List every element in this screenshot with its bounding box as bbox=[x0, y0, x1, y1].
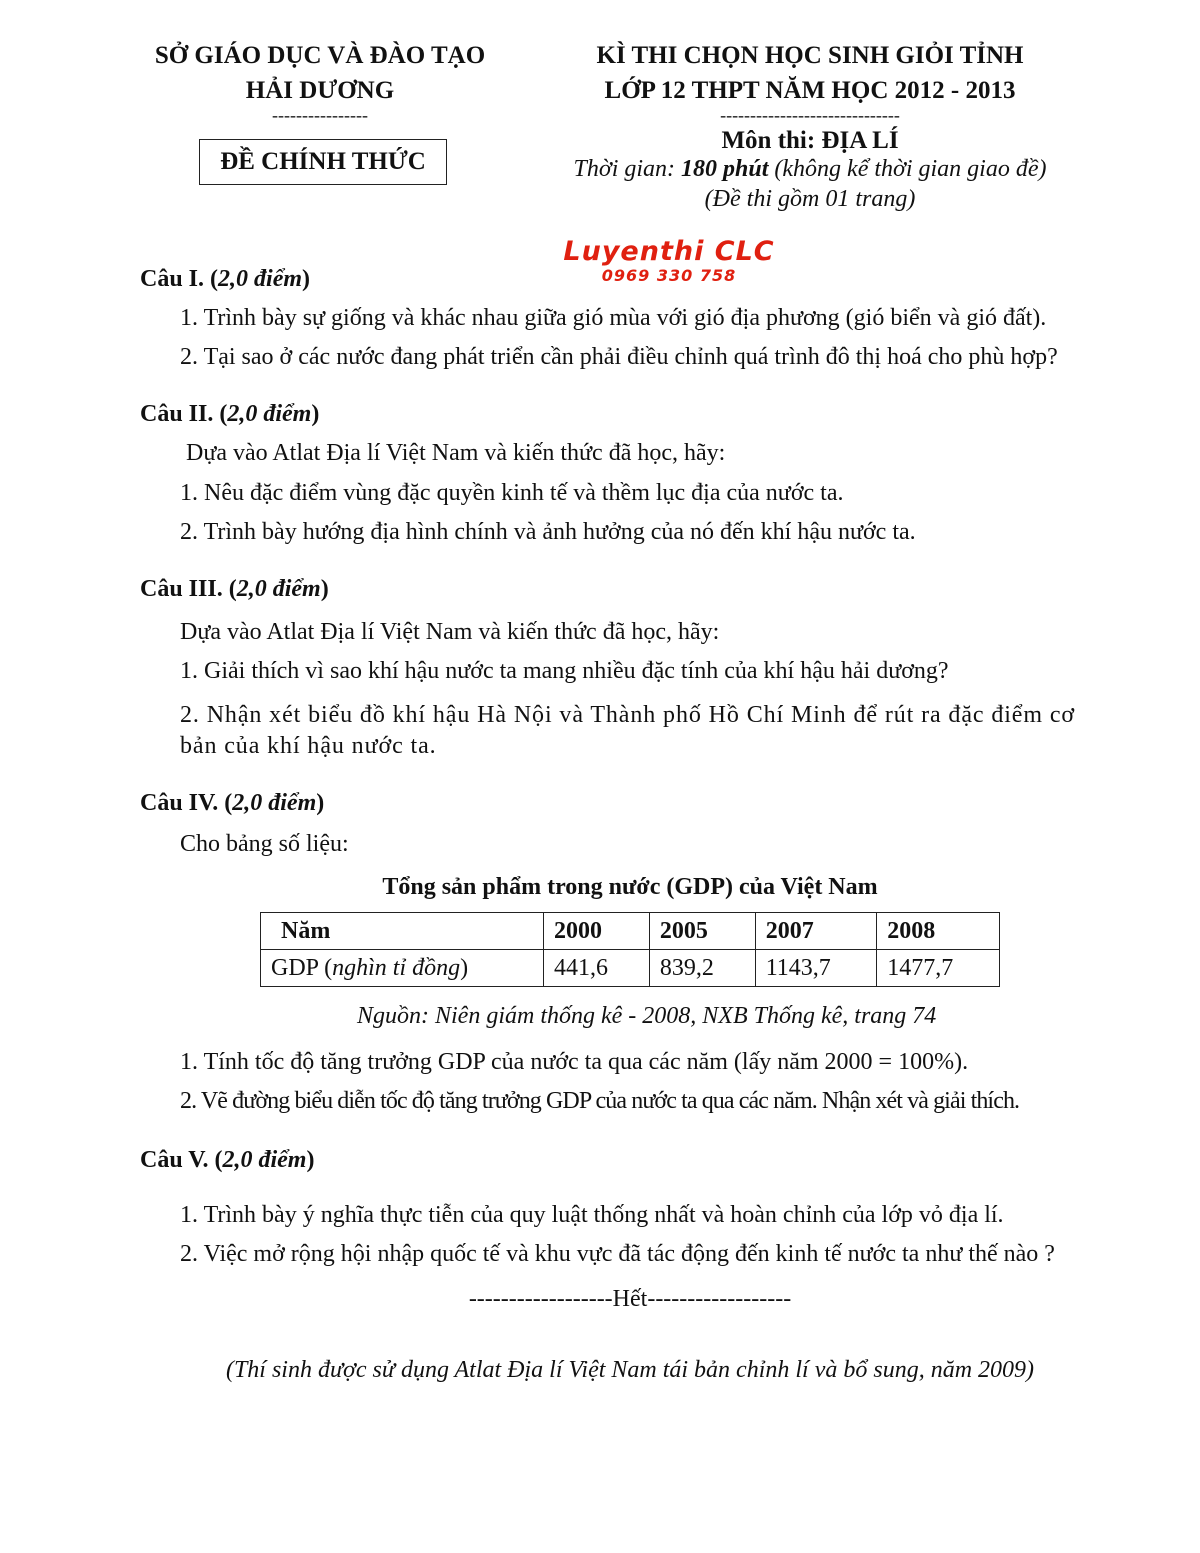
header-right-rule: ------------------------------ bbox=[720, 105, 900, 125]
exam-subject: Môn thi: ĐỊA LÍ bbox=[721, 127, 899, 154]
exam-grade-year: LỚP 12 THPT NĂM HỌC 2012 - 2013 bbox=[604, 77, 1016, 104]
table-cell-value: 1143,7 bbox=[755, 950, 877, 987]
question-3-item-1: 1. Giải thích vì sao khí hậu nước ta mang nhiều đặc tính của khí hậu hải dương? bbox=[180, 658, 949, 684]
question-3-title: Câu III. bbox=[140, 576, 223, 602]
question-2-points: 2,0 điểm bbox=[227, 401, 312, 427]
exam-time bbox=[520, 155, 1100, 184]
question-5-item-1: 1. Trình bày ý nghĩa thực tiễn của quy luật thống nhất và hoàn chỉnh của lớp vỏ địa lí. bbox=[180, 1202, 1004, 1228]
question-4-title: Câu IV. bbox=[140, 790, 219, 816]
question-4-intro: Cho bảng số liệu: bbox=[180, 831, 349, 857]
table-cell-value: 839,2 bbox=[649, 950, 755, 987]
table-header-label: Năm bbox=[261, 913, 544, 950]
watermark-brand: Luyenthi CLC bbox=[563, 236, 775, 267]
exam-time-prefix: Thời gian: bbox=[573, 156, 682, 182]
question-3-item-2-cont: bản của khí hậu nước ta. bbox=[180, 733, 437, 759]
province-name: HẢI DƯƠNG bbox=[245, 77, 395, 104]
question-4-item-1: 1. Tính tốc độ tăng trưởng GDP của nước ta qua các năm (lấy năm 2000 = 100%). bbox=[180, 1049, 969, 1075]
official-exam-box bbox=[199, 139, 447, 185]
question-2-item-1: 1. Nêu đặc điểm vùng đặc quyền kinh tế và thềm lục địa của nước ta. bbox=[180, 480, 844, 506]
question-3-intro: Dựa vào Atlat Địa lí Việt Nam và kiến thức đã học, hãy: bbox=[180, 619, 720, 645]
gdp-table bbox=[260, 912, 1000, 987]
table-header-year: 2007 bbox=[755, 913, 877, 950]
table-header-year: 2008 bbox=[877, 913, 1000, 950]
exam-title: KÌ THI CHỌN HỌC SINH GIỎI TỈNH bbox=[596, 42, 1024, 69]
table-header-year: 2005 bbox=[649, 913, 755, 950]
question-1-item-1: 1. Trình bày sự giống và khác nhau giữa gió mùa với gió địa phương (gió biển và gió đất). bbox=[180, 305, 1047, 331]
table-row-label: GDP (nghìn tỉ đồng) bbox=[261, 950, 544, 987]
table-header-year: 2000 bbox=[544, 913, 650, 950]
table-title: Tổng sản phẩm trong nước (GDP) của Việt Nam bbox=[382, 874, 878, 900]
question-2-intro: Dựa vào Atlat Địa lí Việt Nam và kiến thức đã học, hãy: bbox=[186, 440, 726, 466]
question-4-item-2: 2. Vẽ đường biểu diễn tốc độ tăng trưởng GDP của nước ta qua các năm. Nhận xét và giải thích. bbox=[180, 1088, 1020, 1114]
question-5-heading: Câu V. (2,0 điểm) bbox=[140, 1147, 315, 1173]
table-cell-value: 441,6 bbox=[544, 950, 650, 987]
question-2-item-2: 2. Trình bày hướng địa hình chính và ảnh hưởng của nó đến khí hậu nước ta. bbox=[180, 519, 916, 545]
question-3-heading: Câu III. (2,0 điểm) bbox=[140, 576, 329, 602]
official-exam-label: ĐỀ CHÍNH THỨC bbox=[220, 148, 426, 175]
question-5-item-2: 2. Việc mở rộng hội nhập quốc tế và khu vực đã tác động đến kinh tế nước ta như thế nào ? bbox=[180, 1241, 1055, 1267]
question-4-heading: Câu IV. (2,0 điểm) bbox=[140, 790, 325, 816]
question-2-heading: Câu II. (2,0 điểm) bbox=[140, 401, 320, 427]
end-marker: ------------------Hết------------------ bbox=[468, 1286, 792, 1312]
table-row-header bbox=[261, 913, 1000, 950]
exam-pages-note: (Đề thi gồm 01 trang) bbox=[704, 186, 916, 212]
exam-time-suffix: (không kể thời gian giao đề) bbox=[768, 156, 1047, 182]
question-1-item-2: 2. Tại sao ở các nước đang phát triển cần phải điều chỉnh quá trình đô thị hoá cho phù hợp? bbox=[180, 344, 1058, 370]
watermark-stamp bbox=[558, 238, 780, 285]
question-5-points: 2,0 điểm bbox=[222, 1147, 307, 1173]
question-1-heading: Câu I. (2,0 điểm) bbox=[140, 266, 311, 292]
atlas-note: (Thí sinh được sử dụng Atlat Địa lí Việt Nam tái bản chỉnh lí và bổ sung, năm 2009) bbox=[225, 1357, 1035, 1383]
question-2-title: Câu II. bbox=[140, 401, 214, 427]
question-3-item-2: 2. Nhận xét biểu đồ khí hậu Hà Nội và Thành phố Hồ Chí Minh để rút ra đặc điểm cơ bbox=[180, 702, 1075, 728]
question-4-points: 2,0 điểm bbox=[232, 790, 317, 816]
watermark-phone: 0969 330 758 bbox=[601, 266, 737, 285]
exam-time-value: 180 phút bbox=[681, 156, 769, 182]
question-1-points: 2,0 điểm bbox=[218, 266, 303, 292]
table-row-gdp bbox=[261, 950, 1000, 987]
table-cell-value: 1477,7 bbox=[877, 950, 1000, 987]
question-5-title: Câu V. bbox=[140, 1147, 209, 1173]
department-name: SỞ GIÁO DỤC VÀ ĐÀO TẠO bbox=[154, 42, 486, 69]
question-3-points: 2,0 điểm bbox=[236, 576, 321, 602]
header-left-rule: ---------------- bbox=[272, 105, 368, 125]
table-row-unit: nghìn tỉ đồng bbox=[332, 954, 461, 981]
question-1-title: Câu I. bbox=[140, 266, 205, 292]
table-source: Nguồn: Niên giám thống kê - 2008, NXB Thống kê, trang 74 bbox=[357, 1003, 937, 1029]
